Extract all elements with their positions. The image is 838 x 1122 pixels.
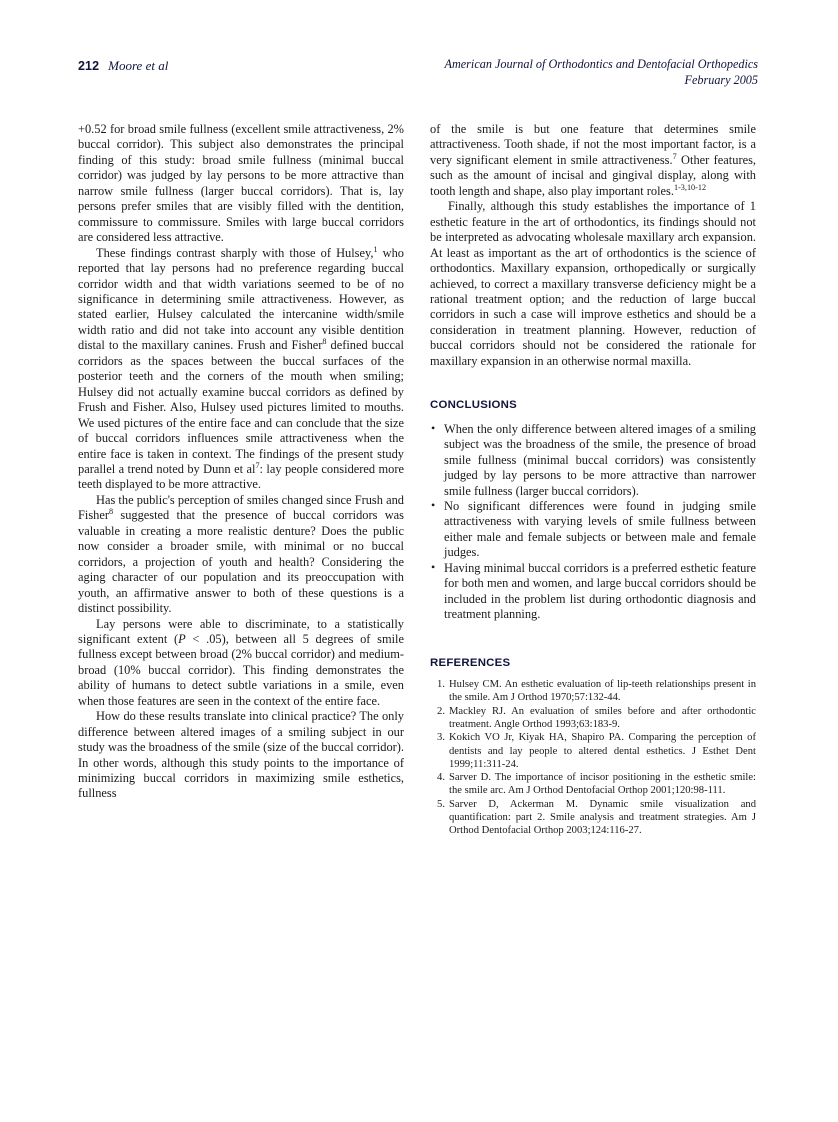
reference-text: Kokich VO Jr, Kiyak HA, Shapiro PA. Comparing the perception of dentists and lay people to altered dental esthetics. J Esthet Dent 1999;11:311-24. xyxy=(449,732,756,770)
conclusions-list xyxy=(430,422,756,623)
paragraph: of the smile is but one feature that determines smile attractiveness. Tooth shade, if not the most important factor, is a very significant element in smile attractiveness.$^7$ Other features, such as the amount of incisal and gingival display, along with tooth length and shape, also play important roles.$^{1-3,10-12}$ xyxy=(430,122,756,198)
reference-number: 2. xyxy=(437,705,445,717)
reference-text: Hulsey CM. An esthetic evaluation of lip-teeth relationships present in the smile. Am J Orthod 1970;57:132-44. xyxy=(449,679,756,704)
reference-item xyxy=(430,798,756,837)
right-column xyxy=(430,122,756,838)
references-heading: REFERENCES xyxy=(430,656,511,669)
page-number: 212 xyxy=(78,59,100,73)
paragraph: Finally, although this study establishes the importance of 1 esthetic feature in the art of orthodontics, its findings should not be interpreted as advocating wholesale maxillary arch expansion. At least as important as the art of orthodontics is the science of orthodontics. Maxillary expansion, orthopedically or surgically achieved, to correct a maxillary transverse deficiency might be a rational treatment option; and the reduction of large buccal corridors in such a case will improve esthetics and should be a consideration in treatment planning. However, reduction of buccal corridors should not be considered the rationale for maxillary expansion in an otherwise normal maxilla. xyxy=(430,199,756,368)
running-head-right xyxy=(445,57,758,88)
journal-title: American Journal of Orthodontics and Dentofacial Orthopedics xyxy=(444,57,758,71)
reference-item xyxy=(430,678,756,704)
reference-text: Mackley RJ. An evaluation of smiles before and after orthodontic treatment. Angle Orthod 1993;63:183-9. xyxy=(449,705,756,730)
paragraph: +0.52 for broad smile fullness (excellent smile attractiveness, 2% buccal corridor). This subject also demonstrates the principal finding of this study: broad smile fullness (minimal buccal corridor) was judged by lay persons to be more attractive than narrow smile fullness (larger buccal corridors). That is, lay persons prefer smiles that are visibly filled with the dentition, commissure to commissure. Smiles with large buccal corridors are considered less attractive. xyxy=(78,122,404,245)
paragraph: These findings contrast sharply with those of Hulsey,$^1$ who reported that lay persons had no preference regarding buccal corridor width and that width variations seemed to be of no significance in determining smile attractiveness. However, as stated earlier, Hulsey calculated the intercanine width/smile width ratio and did not take into account any visible dentition distal to the maxillary canines. Frush and Fisher$^8$ defined buccal corridors as the spaces between the buccal surfaces of the posterior teeth and the corners of the mouth when smiling; Hulsey did not actually examine buccal corridors as defined by Frush and Fisher. Also, Hulsey used pictures limited to mouths. We used pictures of the entire face and can conclude that the size of buccal corridors influences smile attractiveness when the entire face is taken in context. The findings of the present study parallel a trend noted by Dunn et $al^7$: lay people considered more teeth displayed to be more attractive. xyxy=(78,244,404,492)
reference-number: 1. xyxy=(437,679,445,691)
reference-item xyxy=(430,731,756,770)
right-column-body xyxy=(430,122,756,369)
conclusion-item: • No significant differences were found in judging smile attractiveness with varying levels of smile fullness between either male and female subjects or between male and female judges. xyxy=(430,499,756,561)
conclusions-heading: CONCLUSIONS xyxy=(430,399,517,412)
paragraph: How do these results translate into clinical practice? The only difference between altered images of a smiling subject in our study was the broadness of the smile (size of the buccal corridor). In other words, although this study points to the importance of minimizing buccal corridors in maximizing smile esthetics, fullness xyxy=(78,709,404,801)
issue-date: February 2005 xyxy=(684,72,758,87)
paragraph: Lay persons were able to discriminate, to a statistically significant extent (P < .05), between all 5 degrees of smile fullness except between broad (2% buccal corridor) and medium-broad (10% buccal corridor). This finding demonstrates the ability of humans to detect subtle variations in a smile, even when those features are seen in the context of the entire face. xyxy=(78,616,404,708)
paragraph: Has the public's perception of smiles changed since Frush and Fisher$^8$ suggested that the presence of buccal corridors was valuable in creating a more realistic denture? Does the public now consider a broader smile, with minimal or no buccal corridors, a projection of youth and health? Considering the aging character of our population and its preoccupation with youth, an affirmative answer to both of these questions is a distinct possibility. xyxy=(78,492,404,616)
reference-number: 5. xyxy=(437,798,445,810)
reference-number: 4. xyxy=(437,772,445,784)
running-head-left xyxy=(78,57,168,75)
conclusion-item: • Having minimal buccal corridors is a preferred esthetic feature for both men and women, and large buccal corridors should be included in the problem list during orthodontic diagnosis and treatment planning. xyxy=(430,561,756,623)
reference-text: Sarver D, Ackerman M. Dynamic smile visualization and quantification: part 2. Smile analysis and treatment strategies. Am J Orthod Dentofacial Orthop 2003;124:116-27. xyxy=(449,798,756,837)
reference-item xyxy=(430,771,756,797)
reference-item xyxy=(430,705,756,731)
reference-number: 3. xyxy=(437,732,445,744)
running-head xyxy=(78,57,758,97)
left-column xyxy=(78,122,404,802)
reference-text: Sarver D. The importance of incisor positioning in the esthetic smile: the smile arc. Am J Orthod Dentofacial Orthop 2001;120:98-111. xyxy=(449,772,756,797)
conclusion-item: • When the only difference between altered images of a smiling subject was the broadness of the smile, the presence of broad smile fullness (minimal buccal corridors) was consistently judged by lay persons to be more attractive than narrower smile fullness (larger buccal corridors). xyxy=(430,422,756,499)
left-column-body xyxy=(78,122,404,802)
references-list xyxy=(430,678,756,837)
running-head-authors: Moore et al xyxy=(108,58,169,73)
